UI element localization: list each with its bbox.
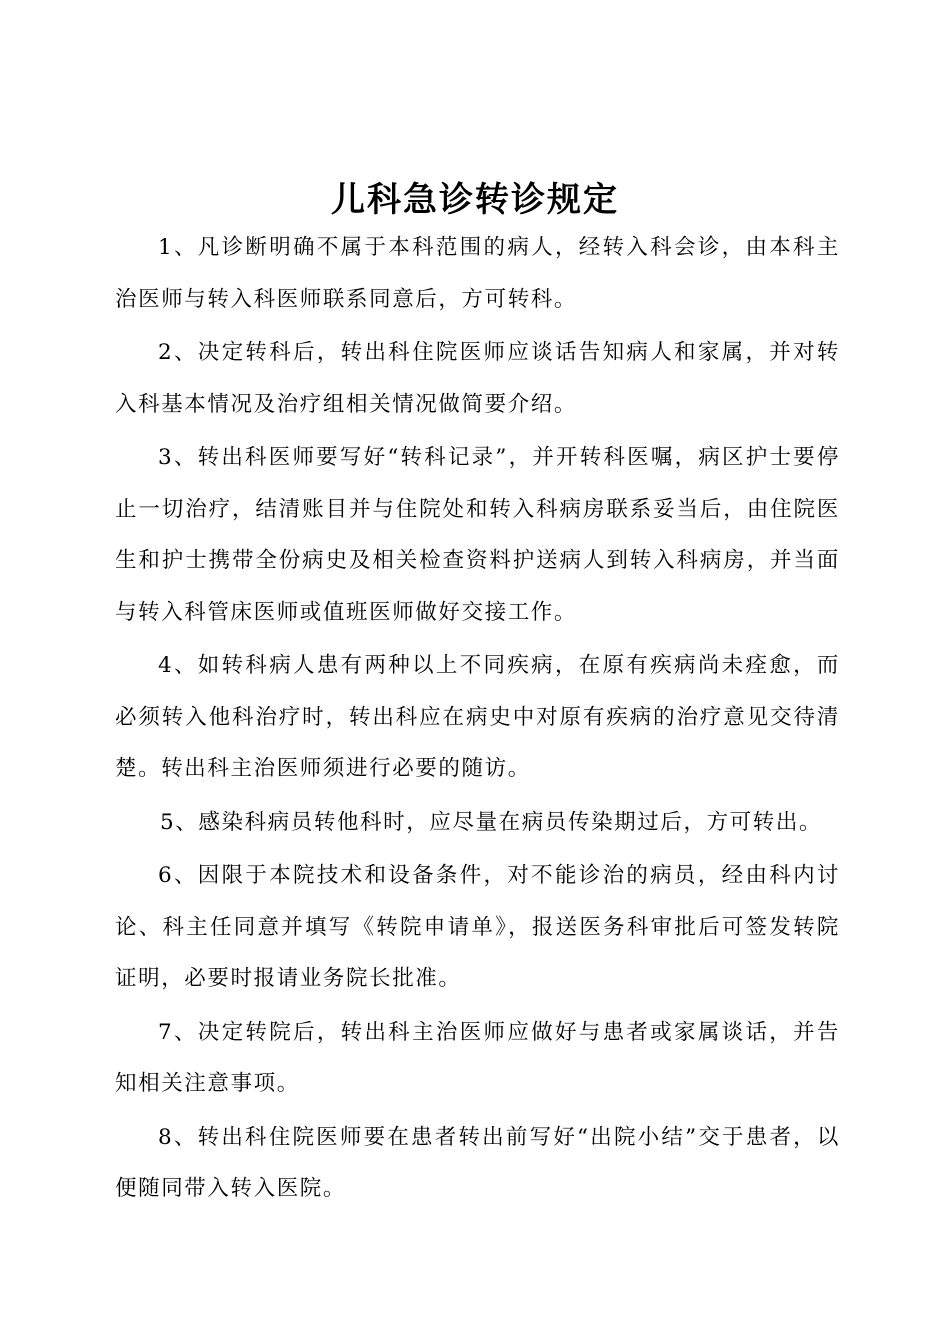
document-title: 儿科急诊转诊规定 <box>331 180 619 220</box>
paragraph-8: 8、转出科住院医师要在患者转出前写好“出院小结”交于患者，以便随同带入转入医院。 <box>115 1124 840 1201</box>
paragraph-6: 6、因限于本院技术和设备条件，对不能诊治的病员，经由科内讨论、科主任同意并填写《转院申请单》，报送医务科审批后可签发转院证明，必要时报请业务院长批准。 <box>115 863 840 991</box>
document-body <box>115 222 840 1217</box>
paragraph-7: 7、决定转院后，转出科主治医师应做好与患者或家属谈话，并告知相关注意事项。 <box>115 1019 840 1096</box>
paragraph-5: 5、感染科病员转他科时，应尽量在病员传染期过后，方可转出。 <box>160 809 823 835</box>
paragraph-4: 4、如转科病人患有两种以上不同疾病，在原有疾病尚未痊愈，而必须转入他科治疗时，转出科应在病史中对原有疾病的治疗意见交待清楚。转出科主治医师须进行必要的随访。 <box>115 653 840 781</box>
paragraph-1: 1、凡诊断明确不属于本科范围的病人，经转入科会诊，由本科主治医师与转入科医师联系同意后，方可转科。 <box>115 235 840 312</box>
paragraph-3: 3、转出科医师要写好“转科记录”，并开转科医嘱，病区护士要停止一切治疗，结清账目并与住院处和转入科病房联系妥当后，由住院医生和护士携带全份病史及相关检查资料护送病人到转入科病房，并当面与转入科管床医师或值班医师做好交接工作。 <box>115 445 840 625</box>
paragraph-2: 2、决定转科后，转出科住院医师应谈话告知病人和家属，并对转入科基本情况及治疗组相关情况做简要介绍。 <box>115 340 840 417</box>
